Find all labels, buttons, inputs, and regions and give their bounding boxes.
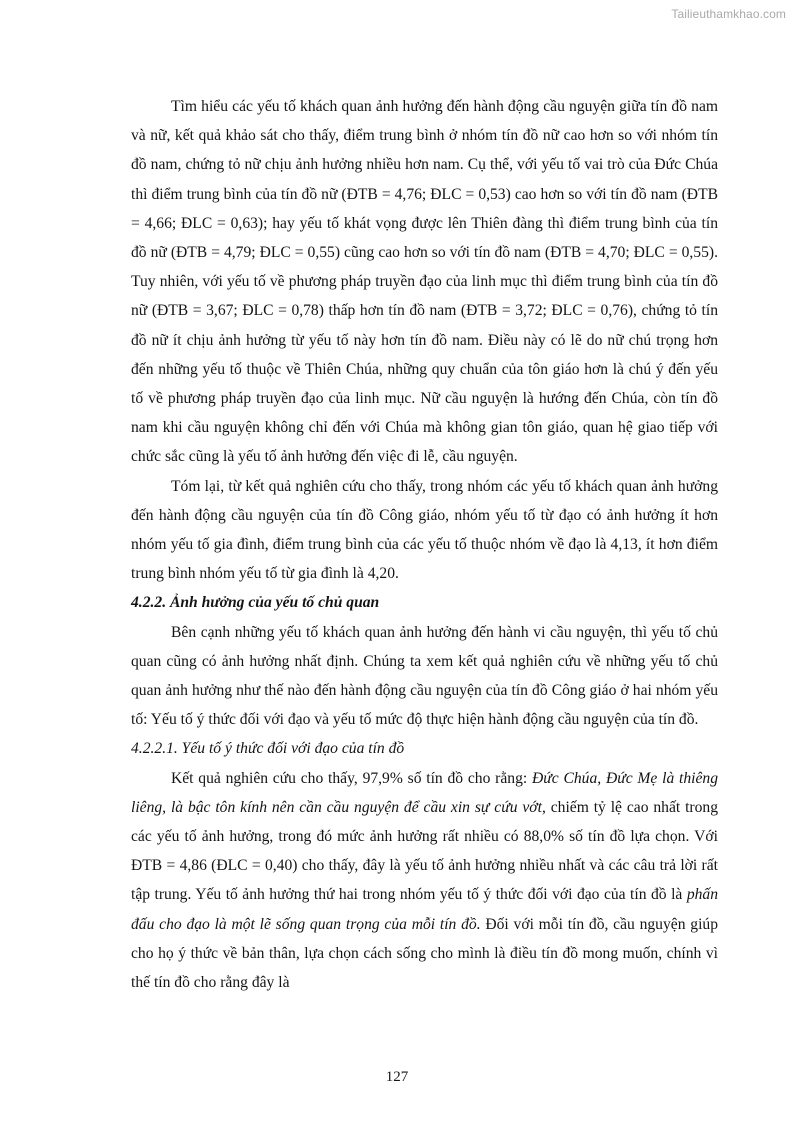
paragraph-consciousness <box>131 764 718 998</box>
page-body <box>131 92 718 997</box>
paragraph-subjective-intro: Bên cạnh những yếu tố khách quan ảnh hưởng đến hành vi cầu nguyện, thì yếu tố chủ quan cũng có ảnh hưởng nhất định. Chúng ta xem kết quả nghiên cứu về những yếu tố chủ quan ảnh hưởng như thế nào đến hành động cầu nguyện của tín đồ Công giáo ở hai nhóm yếu tố: Yếu tố ý thức đối với đạo và yếu tố mức độ thực hiện hành động cầu nguyện của tín đồ. <box>131 623 718 729</box>
italic-quote: Đức Chúa, Đức Mẹ là thiêng liêng, là bậc tôn kính nên cần cầu nguyện để cầu xin sự cứu vớt <box>131 769 718 816</box>
paragraph-gender-comparison: Tìm hiểu các yếu tố khách quan ảnh hưởng đến hành động cầu nguyện giữa tín đồ nam và nữ, kết quả khảo sát cho thấy, điểm trung bình ở nhóm tín đồ nữ cao hơn so với nhóm tín đồ nam, chứng tỏ nữ chịu ảnh hưởng nhiều hơn nam. Cụ thể, với yếu tố vai trò của Đức Chúa thì điểm trung bình của tín đồ nữ (ĐTB = 4,76; ĐLC = 0,53) cao hơn so với tín đồ nam (ĐTB = 4,66; ĐLC = 0,63); hay yếu tố khát vọng được lên Thiên đàng thì điểm trung bình của tín đồ nữ (ĐTB = 4,79; ĐLC = 0,55) cũng cao hơn so với tín đồ nam (ĐTB = 4,70; ĐLC = 0,55). Tuy nhiên, với yếu tố về phương pháp truyền đạo của linh mục thì điểm trung bình của tín đồ nữ (ĐTB = 3,67; ĐLC = 0,78) thấp hơn tín đồ nam (ĐTB = 3,72; ĐLC = 0,76), chứng tỏ tín đồ nữ ít chịu ảnh hưởng từ yếu tố này hơn tín đồ nam. Điều này có lẽ do nữ chú trọng hơn đến những yếu tố thuộc về Thiên Chúa, những quy chuẩn của tôn giáo hơn là chú ý đến yếu tố về phương pháp truyền đạo của linh mục. Nữ cầu nguyện là hướng đến Chúa, còn tín đồ nam khi cầu nguyện không chỉ đến với Chúa mà không gian tôn giáo, quan hệ giao tiếp với chức sắc cũng là yếu tố ảnh hưởng đến việc đi lễ, cầu nguyện. <box>131 98 718 466</box>
italic-quote: phấn đấu cho đạo là một lẽ sống quan trọng của mỗi tín đồ. <box>131 886 718 933</box>
section-heading-4-2-2: 4.2.2. Ảnh hưởng của yếu tố chủ quan <box>131 594 380 612</box>
section-heading-4-2-2-1: 4.2.2.1. Yếu tố ý thức đối với đạo của tín đồ <box>131 740 405 758</box>
page-number: 127 <box>385 1069 409 1085</box>
watermark: Tailieuthamkhao.com <box>671 7 786 21</box>
text-run: , chiếm tỷ lệ cao nhất trong các yếu tố ảnh hưởng, trong đó mức ảnh hưởng rất nhiều có 88,0% số tín đồ lựa chọn. Với ĐTB = 4,86 (ĐLC = 0,40) cho thấy, đây là yếu tố ảnh hưởng nhiều nhất và các câu trả lời rất tập trung. Yếu tố ảnh hưởng thứ hai trong nhóm yếu tố ý thức đối với đạo của tín đồ là <box>131 798 718 904</box>
paragraph-summary: Tóm lại, từ kết quả nghiên cứu cho thấy, trong nhóm các yếu tố khách quan ảnh hưởng đến hành động cầu nguyện của tín đồ Công giáo, nhóm yếu tố từ đạo có ảnh hưởng ít hơn nhóm yếu tố gia đình, điểm trung bình của các yếu tố thuộc nhóm về đạo là 4,13, ít hơn điểm trung bình nhóm yếu tố từ gia đình là 4,20. <box>131 477 718 583</box>
text-run: Đối với mỗi tín đồ, cầu nguyện giúp cho họ ý thức về bản thân, lựa chọn cách sống cho mình là điều tín đồ mong muốn, chính vì thế tín đồ cho rằng đây là <box>131 915 718 992</box>
text-run: Kết quả nghiên cứu cho thấy, 97,9% số tín đồ cho rằng: <box>171 769 533 787</box>
